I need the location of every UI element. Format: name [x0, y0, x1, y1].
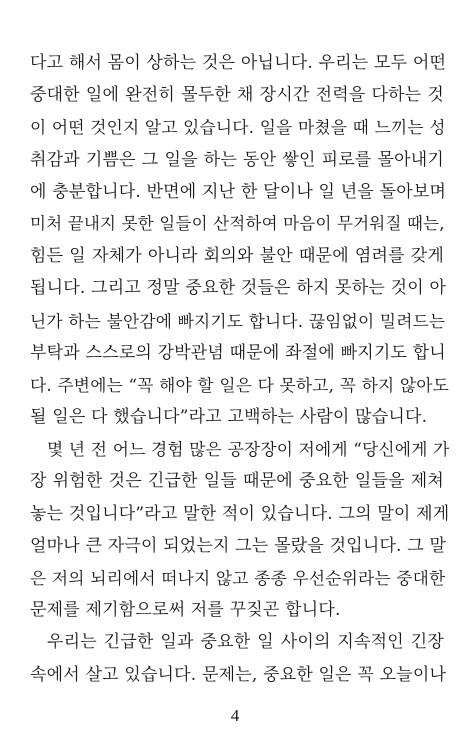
text-line: 이 어떤 것인지 알고 있습니다. 일을 마쳤을 때 느끼는 성	[30, 117, 446, 138]
text-line: 중대한 일에 완전히 몰두한 채 장시간 전력을 다하는 것	[30, 85, 444, 106]
text-line: 놓는 것입니다”라고 말한 적이 있습니다. 그의 말이 제게	[30, 503, 450, 524]
text-line: 다고 해서 몸이 상하는 것은 아닙니다. 우리는 모두 어떤	[30, 53, 447, 73]
text-line: 됩니다. 그리고 정말 중요한 것들은 하지 못하는 것이 아	[30, 278, 447, 299]
text-line: 미처 끝내지 못한 일들이 산적하여 마음이 무거워질 때는,	[30, 213, 445, 233]
text-line: 얼마나 큰 자극이 되었는지 그는 몰랐을 것입니다. 그 말	[30, 535, 447, 556]
text-line: 문제를 제기함으로써 저를 꾸짖곤 합니다.	[30, 600, 341, 621]
text-line: 닌가 하는 불안감에 빠지기도 합니다. 끊임없이 밀려드는	[30, 310, 446, 331]
text-line: 다. 주변에는 “꼭 해야 할 일은 다 못하고, 꼭 하지 않아도	[30, 374, 450, 395]
text-line: 몇 년 전 어느 경험 많은 공장장이 저에게 “당신에게 가	[47, 439, 450, 460]
page-number: 4	[230, 706, 240, 725]
text-line: 우리는 긴급한 일과 중요한 일 사이의 지속적인 긴장	[47, 632, 444, 653]
text-line: 은 저의 뇌리에서 떠나지 않고 종종 우선순위라는 중대한	[30, 568, 446, 588]
text-line: 될 일은 다 했습니다”라고 고백하는 사람이 많습니다.	[30, 407, 428, 428]
text-line: 취감과 기쁨은 그 일을 하는 동안 쌓인 피로를 몰아내기	[30, 149, 444, 170]
text-line: 에 충분합니다. 반면에 지난 한 달이나 일 년을 돌아보며	[30, 181, 447, 202]
text-line: 부탁과 스스로의 강박관념 때문에 좌절에 빠지기도 합니	[30, 342, 446, 363]
text-line: 장 위험한 것은 긴급한 일들 때문에 중요한 일들을 제쳐	[30, 471, 444, 492]
body-text	[30, 47, 450, 691]
text-line: 힘든 일 자체가 아니라 회의와 불안 때문에 염려를 갖게	[30, 246, 444, 267]
text-line: 속에서 살고 있습니다. 문제는, 중요한 일은 꼭 오늘이나	[30, 664, 447, 685]
